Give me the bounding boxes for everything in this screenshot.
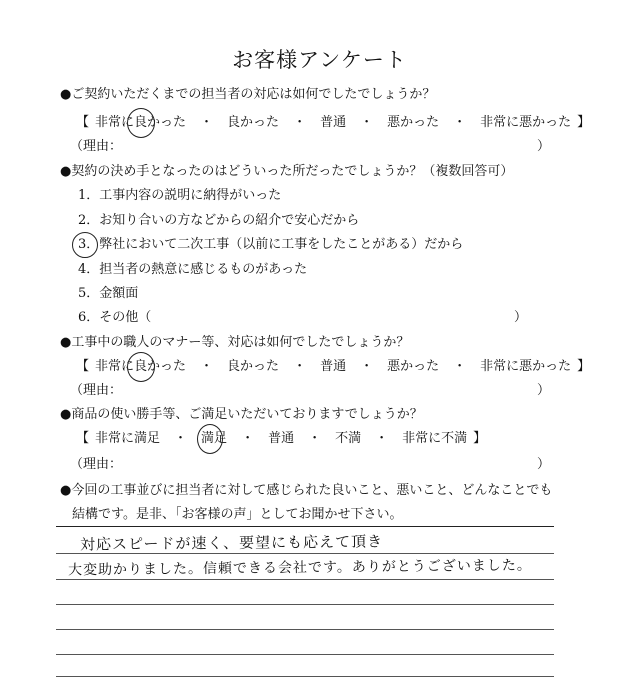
q1-option-normal[interactable]: 普通 [320, 115, 347, 130]
q2-selected-circle [72, 232, 98, 258]
q2-other-close: ） [514, 310, 528, 325]
q4-options [70, 430, 492, 448]
q3-option-very-good[interactable]: 非常に良かった [95, 358, 186, 376]
q4-open-bracket: 【 [76, 431, 90, 446]
q3-reason-label: （理由： [70, 383, 123, 398]
q4-sep: ・ [375, 431, 389, 446]
q1-option-very-good[interactable]: 非常に良かった [95, 114, 186, 132]
q5-question-line1: ●今回の工事並びに担当者に対して感じられた良いこと、悪いこと、どんなことでも [60, 483, 553, 498]
q4-option-satisfied[interactable]: 満足 [201, 430, 227, 448]
ruled-line [56, 629, 554, 630]
q4-sep: ・ [308, 431, 322, 446]
q4-reason-close: ） [536, 457, 550, 472]
ruled-line [56, 654, 554, 655]
q1-option-very-bad[interactable]: 非常に悪かった [480, 115, 572, 130]
q1-options [70, 114, 596, 132]
q1-selected-circle [127, 108, 155, 138]
q4-option-very-dissatisfied[interactable]: 非常に不満 [402, 431, 468, 446]
q3-selected-circle [127, 352, 155, 382]
q3-option-very-bad[interactable]: 非常に悪かった [480, 359, 572, 374]
q2-option-4[interactable]: 4．担当者の熱意に感じるものがあった [78, 262, 308, 277]
q3-sep: ・ [200, 359, 214, 374]
q1-sep: ・ [360, 115, 374, 130]
q3-options [70, 358, 596, 376]
q2-option-6[interactable]: 6．その他（ ） [78, 310, 528, 325]
q1-reason-label: （理由： [70, 139, 123, 154]
q1-reason-close: ） [536, 139, 550, 154]
q3-question: ●工事中の職人のマナー等、対応は如何でしたでしょうか？ [60, 335, 410, 350]
q3-option-good[interactable]: 良かった [227, 359, 280, 374]
ruled-line [56, 676, 554, 677]
q4-option-very-satisfied[interactable]: 非常に満足 [95, 431, 161, 446]
q3-option-normal[interactable]: 普通 [320, 359, 347, 374]
q4-close-bracket: 】 [473, 431, 487, 446]
handwritten-answer-line1: 対応スピードが速く、要望にも応えて頂き [79, 532, 384, 554]
q1-close-bracket: 】 [577, 115, 591, 130]
q2-option-2[interactable]: 2．お知り合いの方などからの紹介で安心だから [78, 213, 360, 228]
q3-close-bracket: 】 [577, 359, 591, 374]
q4-reason-label: （理由： [70, 457, 123, 472]
handwritten-answer-line2: 大変助かりました。信頼できる会社です。ありがとうございました。 [67, 557, 532, 579]
q4-reason[interactable] [70, 456, 550, 474]
q1-sep: ・ [293, 115, 307, 130]
q3-open-bracket: 【 [76, 359, 90, 374]
q2-option-1[interactable]: 1．工事内容の説明に納得がいった [78, 188, 282, 203]
q3-sep: ・ [360, 359, 374, 374]
q1-option-good[interactable]: 良かった [227, 115, 280, 130]
q1-question: ●ご契約いただくまでの担当者の対応は如何でしたでしょうか？ [60, 87, 436, 102]
q1-option-bad[interactable]: 悪かった [387, 115, 440, 130]
q1-reason[interactable] [70, 138, 550, 156]
q3-option-bad[interactable]: 悪かった [387, 359, 440, 374]
q2-option-5[interactable]: 5．金額面 [78, 286, 139, 301]
q4-sep: ・ [241, 431, 255, 446]
q2-option-3[interactable]: 3．弊社において二次工事（以前に工事をしたことがある）だから [78, 236, 463, 254]
q4-sep: ・ [174, 431, 188, 446]
q3-sep: ・ [293, 359, 307, 374]
q3-reason[interactable] [70, 382, 550, 400]
q4-question: ●商品の使い勝手等、ご満足いただいておりますでしょうか？ [60, 407, 423, 422]
page-title: お客様アンケート [232, 48, 407, 72]
q1-sep: ・ [453, 115, 467, 130]
q4-option-dissatisfied[interactable]: 不満 [335, 431, 362, 446]
q2-question: ●契約の決め手となったのはどういった所だったでしょうか？（複数回答可） [60, 164, 514, 179]
ruled-line [56, 579, 554, 580]
q3-reason-close: ） [536, 383, 550, 398]
q3-sep: ・ [453, 359, 467, 374]
q1-sep: ・ [200, 115, 214, 130]
q1-open-bracket: 【 [76, 115, 90, 130]
q4-selected-circle [197, 424, 223, 454]
ruled-line [56, 604, 554, 605]
q5-question-line2: 結構です。是非、「お客様の声」としてお聞かせ下さい。 [72, 507, 403, 522]
q4-option-normal[interactable]: 普通 [268, 431, 295, 446]
